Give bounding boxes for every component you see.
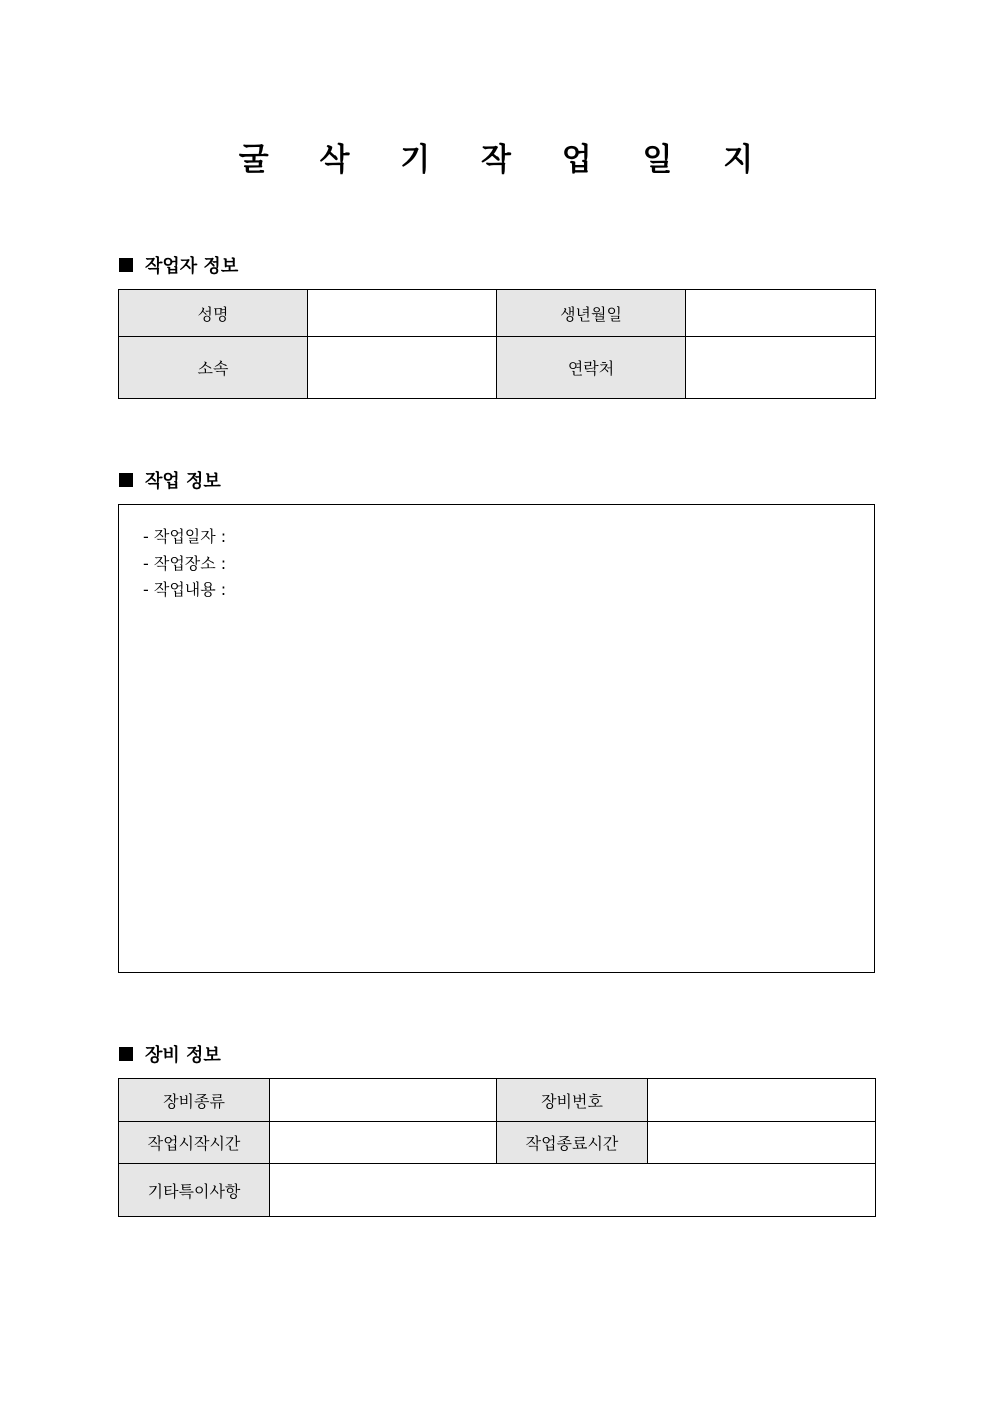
equipment-section-heading — [119, 1042, 221, 1066]
work-info-list — [119, 505, 874, 604]
notes-field[interactable] — [270, 1164, 876, 1217]
equipment-type-field[interactable] — [270, 1079, 497, 1122]
name-field[interactable] — [308, 290, 497, 337]
start-time-label: 작업시작시간 — [119, 1122, 270, 1164]
end-time-field[interactable] — [648, 1122, 876, 1164]
equipment-type-label: 장비종류 — [119, 1079, 270, 1122]
work-content-item: - 작업내용 : — [143, 580, 227, 599]
worker-section-title: 작업자 정보 — [145, 256, 239, 277]
equipment-number-field[interactable] — [648, 1079, 876, 1122]
contact-field[interactable] — [686, 337, 876, 399]
equipment-info-table — [118, 1078, 876, 1217]
work-date-item: - 작업일자 : — [143, 527, 227, 546]
equipment-number-label: 장비번호 — [497, 1079, 648, 1122]
worker-info-table — [118, 289, 876, 399]
affiliation-label: 소속 — [119, 337, 308, 399]
work-location-item: - 작업장소 : — [143, 553, 227, 573]
square-bullet-icon — [119, 1047, 133, 1061]
contact-label: 연락처 — [497, 337, 686, 399]
start-time-field[interactable] — [270, 1122, 497, 1164]
equipment-section-title: 장비 정보 — [145, 1045, 221, 1066]
end-time-label: 작업종료시간 — [497, 1122, 648, 1164]
name-label: 성명 — [119, 290, 308, 337]
work-section-title: 작업 정보 — [145, 471, 221, 492]
birthdate-field[interactable] — [686, 290, 876, 337]
affiliation-field[interactable] — [308, 337, 497, 399]
birthdate-label: 생년월일 — [497, 290, 686, 337]
work-section-heading — [119, 468, 221, 492]
worker-section-heading — [119, 253, 238, 277]
work-info-box[interactable] — [118, 504, 875, 973]
square-bullet-icon — [119, 258, 133, 272]
square-bullet-icon — [119, 473, 133, 487]
page-title: 굴 삭 기 작 업 일 지 — [238, 142, 774, 178]
notes-label: 기타특이사항 — [119, 1164, 270, 1217]
